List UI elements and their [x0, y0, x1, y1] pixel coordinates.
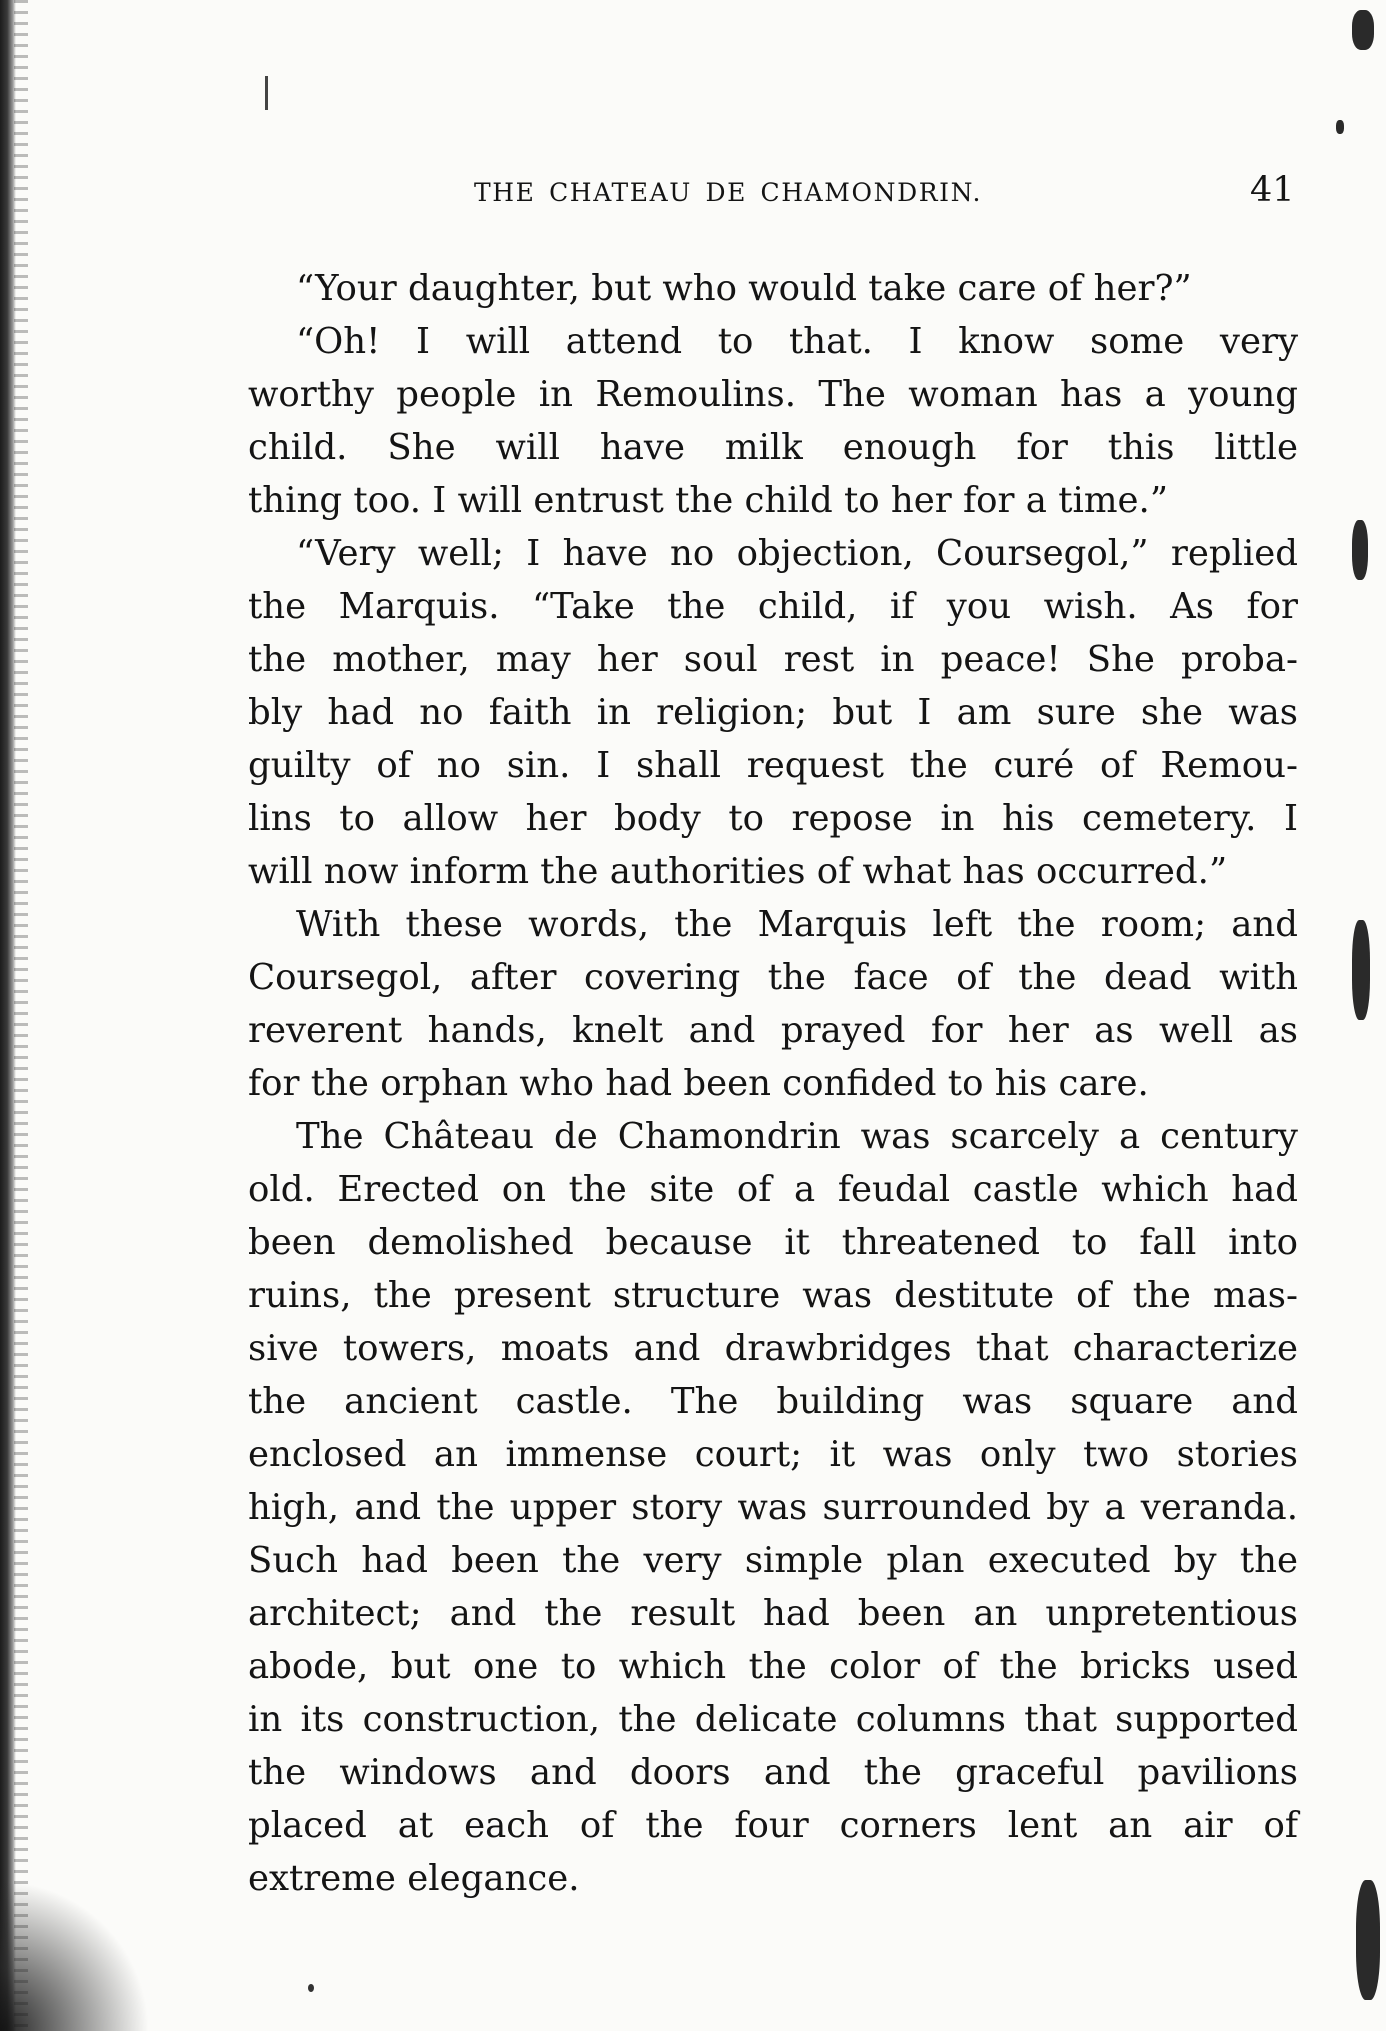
text-line: Coursegol, after covering the face of the dead with: [248, 957, 1298, 998]
running-head: THE CHATEAU DE CHAMONDRIN.: [474, 178, 983, 207]
text-line: enclosed an immense court; it was only two stories: [248, 1434, 1298, 1475]
text-line: abode, but one to which the color of the bricks used: [248, 1646, 1298, 1687]
page-number: 41: [1250, 170, 1295, 210]
text-line: extreme elegance.: [248, 1858, 580, 1899]
text-line: been demolished because it threatened to fall into: [248, 1222, 1298, 1263]
stray-ink-mark: [265, 76, 268, 110]
right-edge-scan-marks: [1316, 0, 1386, 2031]
text-line: ruins, the present structure was destitute of the mas-: [248, 1275, 1298, 1316]
text-line: guilty of no sin. I shall request the curé of Remou-: [248, 745, 1298, 786]
edge-mark: [1336, 120, 1344, 134]
text-line: “Oh! I will attend to that. I know some very: [296, 321, 1298, 362]
text-line: sive towers, moats and drawbridges that characterize: [248, 1328, 1298, 1369]
body-text: [248, 262, 1298, 1905]
text-line: for the orphan who had been confided to his care.: [248, 1063, 1149, 1104]
text-line: the windows and doors and the graceful pavilions: [248, 1752, 1298, 1793]
stray-ink-dot: [308, 1984, 314, 1992]
text-line: Such had been the very simple plan executed by the: [248, 1540, 1298, 1581]
text-line: bly had no faith in religion; but I am sure she was: [248, 692, 1298, 733]
text-line: will now inform the authorities of what has occurred.”: [248, 851, 1228, 892]
text-line: “Your daughter, but who would take care of her?”: [296, 268, 1192, 309]
binding-corner-shadow: [0, 1880, 150, 2031]
text-line: in its construction, the delicate columns that supported: [248, 1699, 1298, 1740]
text-line: the ancient castle. The building was square and: [248, 1381, 1298, 1422]
text-line: placed at each of the four corners lent an air of: [248, 1805, 1298, 1846]
text-line: worthy people in Remoulins. The woman has a young: [248, 374, 1298, 415]
text-line: child. She will have milk enough for this little: [248, 427, 1298, 468]
text-line: architect; and the result had been an unpretentious: [248, 1593, 1298, 1634]
text-line: With these words, the Marquis left the room; and: [296, 904, 1298, 945]
edge-mark: [1356, 1880, 1380, 2000]
edge-mark: [1352, 520, 1368, 580]
text-line: old. Erected on the site of a feudal castle which had: [248, 1169, 1298, 1210]
text-line: The Château de Chamondrin was scarcely a century: [296, 1116, 1298, 1157]
edge-mark: [1352, 10, 1374, 50]
edge-mark: [1352, 920, 1370, 1020]
binding-speckle: [14, 0, 28, 2031]
text-line: “Very well; I have no objection, Coursegol,” replied: [296, 533, 1298, 574]
text-line: thing too. I will entrust the child to her for a time.”: [248, 480, 1168, 521]
text-line: lins to allow her body to repose in his cemetery. I: [248, 798, 1298, 839]
text-line: high, and the upper story was surrounded by a veranda.: [248, 1487, 1298, 1528]
text-line: the mother, may her soul rest in peace! She proba-: [248, 639, 1298, 680]
text-line: reverent hands, knelt and prayed for her as well as: [248, 1010, 1298, 1051]
text-line: the Marquis. “Take the child, if you wish. As for: [248, 586, 1298, 627]
